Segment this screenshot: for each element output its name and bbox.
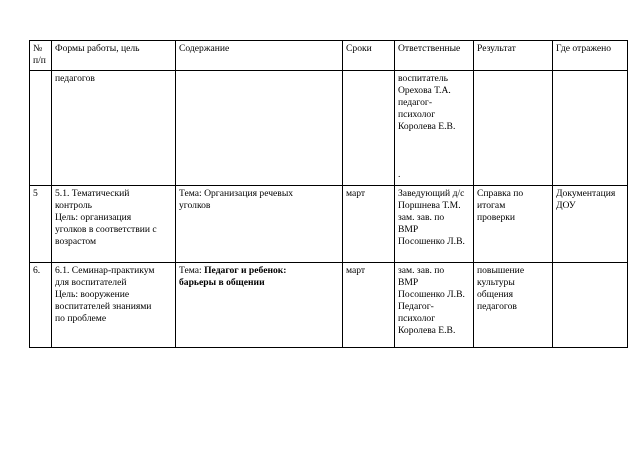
cell-content bbox=[176, 71, 343, 186]
table-header-row bbox=[30, 41, 628, 71]
header-dates: Сроки bbox=[343, 41, 395, 71]
cell-responsible: зам. зав. по ВМР Посошенко Л.В. Педагог- психолог Королева Е.В. bbox=[395, 263, 474, 348]
table-row bbox=[30, 186, 628, 263]
content-prefix: Тема: bbox=[179, 265, 205, 276]
header-result: Результат bbox=[474, 41, 553, 71]
cell-forms: 6.1. Семинар-практикум для воспитателей Цель: вооружение воспитателей знаниями по проблеме bbox=[52, 263, 176, 348]
cell-result bbox=[474, 71, 553, 186]
cell-content: Тема: Организация речевых уголков bbox=[176, 186, 343, 263]
cell-result: повышение культуры общения педагогов bbox=[474, 263, 553, 348]
header-responsible: Ответственные bbox=[395, 41, 474, 71]
cell-content bbox=[176, 263, 343, 348]
table-row bbox=[30, 263, 628, 348]
cell-dates: март bbox=[343, 186, 395, 263]
cell-responsible: воспитатель Орехова Т.А. педагог- психолог Королева Е.В. . bbox=[395, 71, 474, 186]
cell-forms: педагогов bbox=[52, 71, 176, 186]
cell-num: 6. bbox=[30, 263, 52, 348]
cell-dates bbox=[343, 71, 395, 186]
cell-forms: 5.1. Тематический контроль Цель: организация уголков в соответствии с возрастом bbox=[52, 186, 176, 263]
header-content: Содержание bbox=[176, 41, 343, 71]
content-topic: Педагог и ребенок: барьеры в общении bbox=[179, 265, 287, 288]
table-row bbox=[30, 71, 628, 186]
cell-reflected bbox=[553, 71, 628, 186]
cell-num: 5 bbox=[30, 186, 52, 263]
header-num: № п/п bbox=[30, 41, 52, 71]
cell-dates: март bbox=[343, 263, 395, 348]
header-forms: Формы работы, цель bbox=[52, 41, 176, 71]
work-plan-table bbox=[29, 40, 628, 348]
cell-reflected: Документация ДОУ bbox=[553, 186, 628, 263]
cell-num bbox=[30, 71, 52, 186]
cell-result: Справка по итогам проверки bbox=[474, 186, 553, 263]
header-reflected: Где отражено bbox=[553, 41, 628, 71]
cell-reflected bbox=[553, 263, 628, 348]
cell-responsible: Заведующий д/с Поршнева Т.М. зам. зав. по ВМР Посошенко Л.В. bbox=[395, 186, 474, 263]
